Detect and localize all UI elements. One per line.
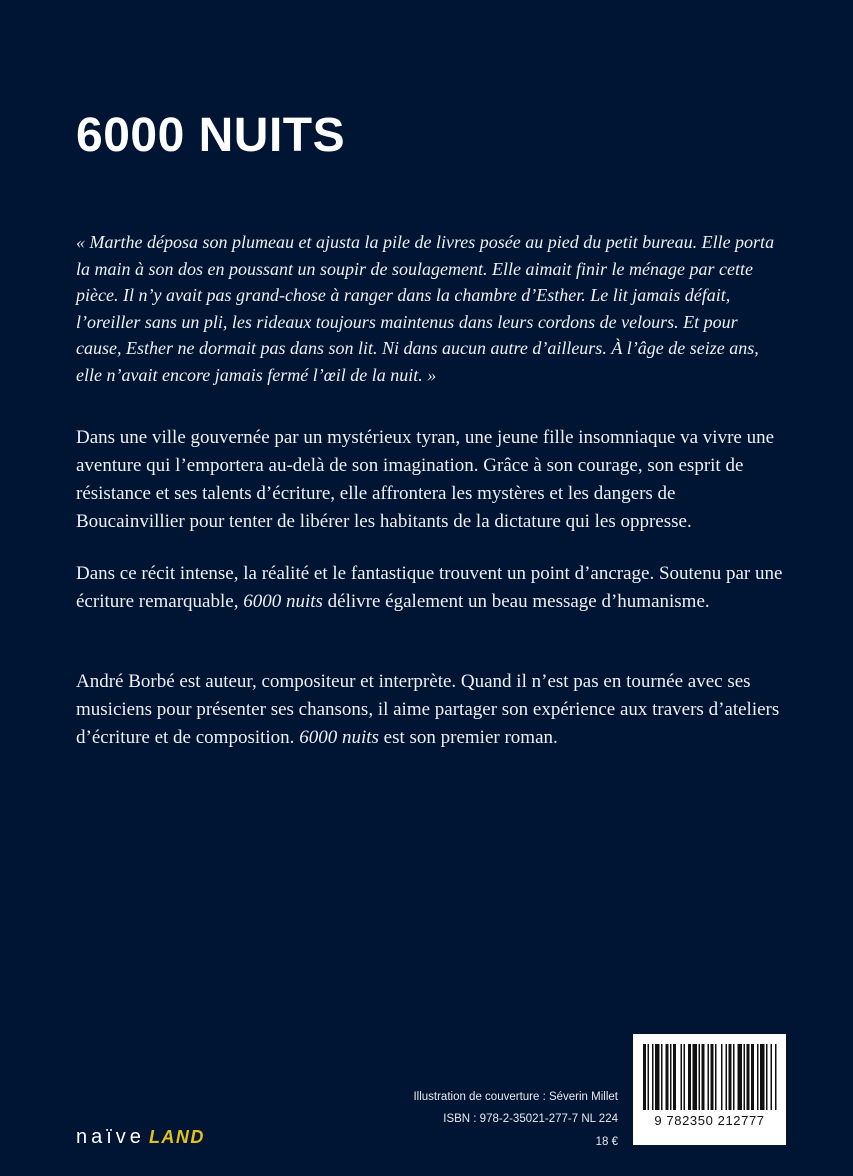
barcode-bar bbox=[684, 1044, 686, 1110]
credits-block bbox=[413, 1086, 618, 1153]
barcode-bars bbox=[633, 1034, 786, 1145]
summary-paragraph-2-end: délivre également un beau message d’humanisme. bbox=[322, 591, 710, 612]
barcode-bar bbox=[744, 1044, 746, 1110]
barcode-bar bbox=[666, 1044, 669, 1110]
barcode-digits: 9 782350 212777 bbox=[654, 1113, 765, 1128]
publisher-logo-naive: naïve bbox=[76, 1126, 145, 1148]
barcode-bar bbox=[715, 1044, 717, 1110]
publisher-logo-land: LAND bbox=[148, 1127, 205, 1147]
barcode-bar bbox=[643, 1044, 646, 1110]
barcode-bar bbox=[726, 1044, 728, 1110]
barcode-bar bbox=[729, 1044, 732, 1110]
barcode-bar bbox=[670, 1044, 672, 1110]
book-title-inline: 6000 nuits bbox=[243, 591, 323, 612]
author-bio-end: est son premier roman. bbox=[378, 727, 558, 748]
barcode-bar bbox=[688, 1044, 691, 1110]
barcode-bar bbox=[702, 1044, 705, 1110]
summary-paragraph-1: Dans une ville gouvernée par un mystérieux tyran, une jeune fille insomniaque va vivre une aventure qui l’emportera au-delà de son imagination. Grâce à son courage, son esprit de résistance et ses talents d’écriture, elle affrontera les mystères et les dangers de Boucainvillier pour tenter de libérer les habitants de la dictature qui les oppresse. bbox=[76, 427, 775, 532]
barcode-bar bbox=[766, 1044, 768, 1110]
price-tag: 18 € bbox=[595, 1136, 618, 1148]
barcode-bar bbox=[681, 1044, 683, 1110]
summary-paragraph-2 bbox=[76, 560, 786, 616]
excerpt-quote: « Marthe déposa son plumeau et ajusta la pile de livres posée au pied du petit bureau. Elle porta la main à son dos en poussant un soupir de soulagement. Elle aimait finir le ménage par cette pièce. Il n’y avait pas grand-chose à ranger dans la chambre d’Esther. Le lit jamais défait, l’oreiller sans un pli, les rideaux toujours maintenus dans leurs cordons de velours. Et pour cause, Esther ne dormait pas dans son lit. Ni dans aucun autre d’ailleurs. À l’âge de seize ans, elle n’avait encore jamais fermé l’œil de la nuit. » bbox=[76, 232, 775, 385]
barcode-bar bbox=[733, 1044, 735, 1110]
barcode-bar bbox=[693, 1044, 698, 1110]
isbn-line: ISBN : 978-2-35021-277-7 NL 224 bbox=[443, 1113, 618, 1125]
barcode-bar bbox=[747, 1044, 750, 1110]
barcode-bar bbox=[771, 1044, 773, 1110]
book-title-inline: 6000 nuits bbox=[299, 727, 379, 748]
barcode-bar bbox=[699, 1044, 701, 1110]
barcode-bar bbox=[721, 1044, 723, 1110]
barcode bbox=[633, 1034, 786, 1145]
barcode-bar bbox=[708, 1044, 710, 1110]
author-bio-start: André Borbé est auteur, compositeur et interprète. Quand il n’est pas en tournée avec ses musiciens pour présenter ses chansons, il aime partager son expérience aux travers d’ateliers d’écriture et de composition. bbox=[76, 671, 780, 748]
author-bio bbox=[76, 668, 786, 752]
barcode-bar bbox=[648, 1044, 650, 1110]
barcode-bar bbox=[652, 1044, 654, 1110]
barcode-bar bbox=[738, 1044, 743, 1110]
barcode-bar bbox=[757, 1044, 759, 1110]
summary-paragraph-2-start: Dans ce récit intense, la réalité et le fantastique trouvent un point d’ancrage. Soutenu par une écriture remarquable, bbox=[76, 563, 783, 612]
barcode-bar bbox=[751, 1044, 754, 1110]
barcode-bar bbox=[711, 1044, 714, 1110]
illustration-credit: Illustration de couverture : Séverin Millet bbox=[413, 1091, 618, 1103]
barcode-bar bbox=[760, 1044, 765, 1110]
publisher-logo bbox=[76, 1124, 205, 1150]
barcode-bar bbox=[661, 1044, 663, 1110]
barcode-bar bbox=[673, 1044, 676, 1110]
barcode-bar bbox=[655, 1044, 660, 1110]
book-title: 6000 NUITS bbox=[76, 109, 346, 162]
barcode-bar bbox=[775, 1044, 777, 1110]
